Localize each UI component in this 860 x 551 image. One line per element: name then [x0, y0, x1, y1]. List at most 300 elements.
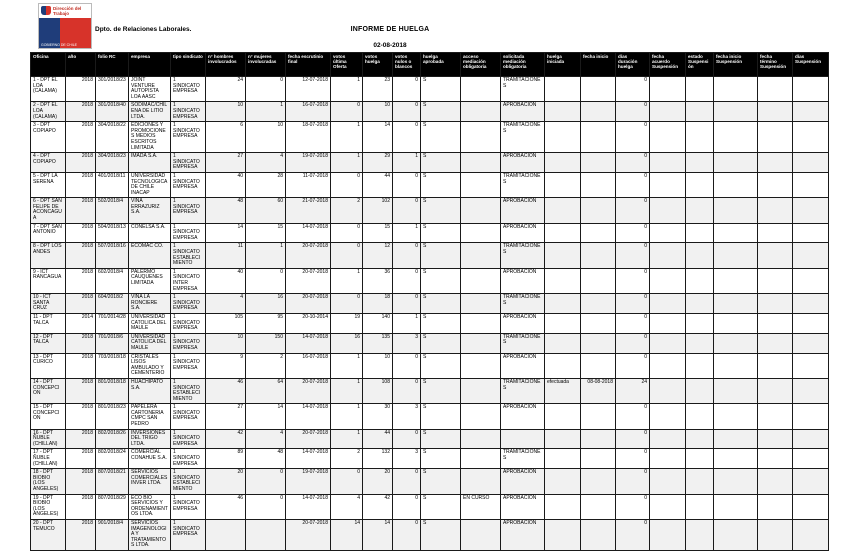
- table-cell: 0: [393, 268, 421, 293]
- table-cell: 0: [393, 243, 421, 268]
- table-cell: 0: [393, 198, 421, 223]
- table-row: [31, 404, 829, 429]
- table-cell: [758, 449, 793, 469]
- table-cell: 2018: [66, 333, 96, 353]
- table-cell: [461, 122, 501, 153]
- table-cell: 0: [616, 243, 650, 268]
- table-cell: 0: [246, 469, 286, 494]
- table-cell: [793, 313, 829, 333]
- table-cell: 0: [331, 243, 363, 268]
- table-cell: 0: [616, 404, 650, 429]
- table-row: [31, 429, 829, 449]
- table-cell: [545, 77, 581, 102]
- table-cell: 1: [331, 429, 363, 449]
- table-cell: [461, 77, 501, 102]
- table-cell: 10: [363, 353, 393, 378]
- table-cell: 401/2018/11: [96, 172, 129, 197]
- table-cell: [581, 519, 616, 550]
- table-cell: 36: [363, 268, 393, 293]
- table-cell: 0: [616, 449, 650, 469]
- table-cell: [793, 243, 829, 268]
- table-cell: 0: [616, 172, 650, 197]
- table-cell: 0: [393, 294, 421, 314]
- table-header: [31, 53, 829, 77]
- sheet-area: [30, 52, 828, 551]
- table-cell: [581, 198, 616, 223]
- table-cell: [686, 378, 714, 403]
- logo-government-label: GOBIERNO DE CHILE: [41, 43, 77, 47]
- table-cell: 2018: [66, 378, 96, 403]
- table-cell: [545, 313, 581, 333]
- table-cell: [650, 519, 686, 550]
- table-cell: 0: [393, 122, 421, 153]
- table-cell: 2: [331, 449, 363, 469]
- table-cell: 701/2018/6: [96, 333, 129, 353]
- table-cell: 2018: [66, 102, 96, 122]
- table-cell: 20: [363, 469, 393, 494]
- table-cell: 2018: [66, 172, 96, 197]
- table-cell: [650, 404, 686, 429]
- table-cell: 15 - DPT CONCEPCION: [31, 404, 66, 429]
- table-cell: VIÑA LA RONCIERE S.A.: [129, 294, 171, 314]
- table-cell: [714, 353, 758, 378]
- table-cell: [581, 404, 616, 429]
- table-cell: S: [421, 172, 461, 197]
- table-cell: [758, 469, 793, 494]
- table-cell: 1 SINDICATO EMPRESA: [171, 77, 206, 102]
- table-cell: [714, 519, 758, 550]
- table-cell: TRAMITACIONES: [501, 449, 545, 469]
- table-cell: [714, 243, 758, 268]
- table-cell: 10 - ICT SANTA CRUZ: [31, 294, 66, 314]
- table-cell: [461, 469, 501, 494]
- table-cell: 44: [363, 172, 393, 197]
- table-cell: [581, 353, 616, 378]
- table-cell: APROBACION: [501, 153, 545, 173]
- table-cell: [461, 243, 501, 268]
- table-cell: EDICIONES Y PROMOCIONES MEDIOS ESCRITOS LIMITADA: [129, 122, 171, 153]
- logo-institution-label: Dirección del Trabajo: [53, 6, 82, 16]
- table-cell: APROBACION: [501, 102, 545, 122]
- table-cell: [650, 494, 686, 519]
- table-cell: [545, 294, 581, 314]
- table-cell: [758, 268, 793, 293]
- table-cell: 2018: [66, 429, 96, 449]
- header-cell: empresa: [129, 53, 171, 77]
- table-row: [31, 313, 829, 333]
- table-cell: 14-07-2018: [286, 449, 331, 469]
- table-cell: 11 - DPT TALCA: [31, 313, 66, 333]
- table-cell: 1 SINDICATO EMPRESA: [171, 294, 206, 314]
- table-cell: 0: [393, 429, 421, 449]
- table-row: [31, 122, 829, 153]
- table-cell: [650, 172, 686, 197]
- table-cell: S: [421, 243, 461, 268]
- table-cell: S: [421, 313, 461, 333]
- table-cell: 2018: [66, 198, 96, 223]
- table-cell: 0: [616, 469, 650, 494]
- table-cell: 2018: [66, 243, 96, 268]
- table-cell: 6: [206, 122, 246, 153]
- table-cell: 1 SINDICATO EMPRESA: [171, 122, 206, 153]
- table-cell: APROBACION: [501, 223, 545, 243]
- table-cell: [545, 223, 581, 243]
- table-cell: 807/2018/29: [96, 494, 129, 519]
- table-cell: [545, 333, 581, 353]
- table-cell: [461, 333, 501, 353]
- table-cell: 1 SINDICATO EMPRESA: [171, 449, 206, 469]
- table-cell: [714, 469, 758, 494]
- table-cell: 301/2018/23: [96, 77, 129, 102]
- table-cell: 24: [616, 378, 650, 403]
- table-cell: [686, 469, 714, 494]
- table-cell: [650, 449, 686, 469]
- table-cell: [793, 153, 829, 173]
- table-cell: [545, 429, 581, 449]
- table-cell: [758, 77, 793, 102]
- table-cell: TRAMITACIONES: [501, 294, 545, 314]
- table-cell: [758, 172, 793, 197]
- table-cell: 7 - DPT SAN ANTONIO: [31, 223, 66, 243]
- table-cell: UNIVERSIDAD CATOLICA DEL MAULE: [129, 333, 171, 353]
- table-cell: 1: [393, 223, 421, 243]
- table-cell: S: [421, 198, 461, 223]
- table-cell: PALERMO CAUQUENES LIMITADA: [129, 268, 171, 293]
- table-cell: [793, 378, 829, 403]
- table-cell: JOINT VENTURE AUTOPISTA LOA AASC: [129, 77, 171, 102]
- table-cell: 135: [363, 333, 393, 353]
- table-cell: 0: [331, 102, 363, 122]
- table-cell: 150: [246, 333, 286, 353]
- table-cell: 12: [363, 243, 393, 268]
- table-row: [31, 294, 829, 314]
- table-cell: 1: [331, 378, 363, 403]
- table-cell: 0: [393, 353, 421, 378]
- table-cell: S: [421, 519, 461, 550]
- table-cell: 6 - DPT SAN FELIPE DE ACONCAGUA: [31, 198, 66, 223]
- table-cell: [686, 268, 714, 293]
- table-cell: 1: [393, 313, 421, 333]
- table-cell: S: [421, 223, 461, 243]
- table-cell: 14-07-2018: [286, 333, 331, 353]
- table-row: [31, 378, 829, 403]
- table-cell: S: [421, 333, 461, 353]
- table-cell: 18: [363, 294, 393, 314]
- table-cell: 16: [246, 294, 286, 314]
- table-cell: [793, 223, 829, 243]
- table-cell: S: [421, 404, 461, 429]
- table-cell: [581, 333, 616, 353]
- table-cell: 18-07-2018: [286, 122, 331, 153]
- table-cell: S: [421, 153, 461, 173]
- table-cell: 44: [363, 429, 393, 449]
- table-cell: 4: [331, 494, 363, 519]
- table-cell: 1 SINDICATO EMPRESA: [171, 198, 206, 223]
- table-cell: 0: [331, 469, 363, 494]
- table-cell: [461, 294, 501, 314]
- table-cell: [545, 449, 581, 469]
- table-cell: S: [421, 449, 461, 469]
- table-cell: 3: [393, 449, 421, 469]
- table-cell: 20-07-2018: [286, 243, 331, 268]
- table-cell: 14-07-2018: [286, 404, 331, 429]
- table-cell: [758, 353, 793, 378]
- table-cell: 0: [393, 102, 421, 122]
- table-cell: [686, 519, 714, 550]
- table-cell: 703/2018/18: [96, 353, 129, 378]
- table-cell: 14: [363, 122, 393, 153]
- table-cell: 1 SINDICATO EMPRESA: [171, 153, 206, 173]
- table-cell: 807/2018/21: [96, 469, 129, 494]
- table-cell: 1 SINDICATO EMPRESA: [171, 353, 206, 378]
- table-cell: [686, 313, 714, 333]
- table-cell: 29: [363, 153, 393, 173]
- table-cell: 4: [206, 294, 246, 314]
- table-cell: 20: [206, 469, 246, 494]
- table-cell: [501, 429, 545, 449]
- table-cell: [650, 333, 686, 353]
- logo-header: [39, 4, 91, 18]
- table-cell: 0: [616, 294, 650, 314]
- table-cell: [686, 294, 714, 314]
- table-cell: efectuada: [545, 378, 581, 403]
- table-cell: [461, 429, 501, 449]
- table-cell: 20-10-2014: [286, 313, 331, 333]
- table-cell: [793, 122, 829, 153]
- table-cell: [581, 494, 616, 519]
- table-cell: [758, 519, 793, 550]
- table-cell: TRAMITACIONES: [501, 77, 545, 102]
- table-cell: 304/2018/23: [96, 153, 129, 173]
- table-cell: [581, 153, 616, 173]
- table-row: [31, 198, 829, 223]
- header-cell: huelga iniciada: [545, 53, 581, 77]
- table-cell: [793, 494, 829, 519]
- table-cell: [686, 404, 714, 429]
- table-row: [31, 519, 829, 550]
- table-cell: APROBACION: [501, 268, 545, 293]
- table-row: [31, 243, 829, 268]
- table-cell: 17 - DPT ÑUBLE (CHILLAN): [31, 449, 66, 469]
- table-cell: 10: [206, 102, 246, 122]
- table-cell: [650, 313, 686, 333]
- table-cell: 0: [393, 77, 421, 102]
- table-cell: 701/2014/28: [96, 313, 129, 333]
- table-cell: 11: [206, 243, 246, 268]
- table-cell: 502/2018/4: [96, 198, 129, 223]
- table-cell: [686, 172, 714, 197]
- table-cell: [714, 198, 758, 223]
- table-cell: 10: [246, 122, 286, 153]
- table-cell: [686, 223, 714, 243]
- table-cell: [581, 449, 616, 469]
- table-cell: 0: [246, 494, 286, 519]
- table-cell: TRAMITACIONES: [501, 378, 545, 403]
- table-row: [31, 333, 829, 353]
- table-row: [31, 102, 829, 122]
- table-cell: 1 SINDICATO EMPRESA: [171, 519, 206, 550]
- table-cell: 1: [331, 77, 363, 102]
- table-cell: 2 - DPT EL LOA (CALAMA): [31, 102, 66, 122]
- table-cell: [650, 122, 686, 153]
- table-cell: 12 - DPT TALCA: [31, 333, 66, 353]
- table-cell: 11-07-2018: [286, 172, 331, 197]
- table-cell: [650, 102, 686, 122]
- header-cell: fecha inicio: [581, 53, 616, 77]
- table-cell: 0: [616, 77, 650, 102]
- table-cell: 14: [246, 404, 286, 429]
- table-cell: [545, 404, 581, 429]
- table-cell: [714, 122, 758, 153]
- table-cell: 0: [331, 294, 363, 314]
- table-cell: TRAMITACIONES: [501, 122, 545, 153]
- table-row: [31, 77, 829, 102]
- table-cell: 4: [246, 429, 286, 449]
- table-cell: [758, 198, 793, 223]
- table-cell: 1: [246, 243, 286, 268]
- table-cell: S: [421, 102, 461, 122]
- table-cell: [686, 449, 714, 469]
- strike-report-table: [30, 52, 829, 551]
- table-cell: 19-07-2018: [286, 153, 331, 173]
- header-cell: n° hombres involucrados: [206, 53, 246, 77]
- table-cell: 105: [206, 313, 246, 333]
- table-cell: 42: [363, 494, 393, 519]
- table-cell: 0: [616, 223, 650, 243]
- table-cell: 2018: [66, 494, 96, 519]
- table-cell: 0: [331, 223, 363, 243]
- table-cell: 10: [206, 333, 246, 353]
- table-cell: 14 - DPT CONCEPCION: [31, 378, 66, 403]
- table-cell: [581, 294, 616, 314]
- table-cell: [714, 429, 758, 449]
- table-cell: 1: [393, 153, 421, 173]
- table-cell: 2018: [66, 353, 96, 378]
- table-cell: [758, 313, 793, 333]
- header-cell: n° mujeres involucradas: [246, 53, 286, 77]
- report-date: 02-08-2018: [373, 42, 407, 49]
- table-cell: [581, 172, 616, 197]
- table-cell: 1 SINDICATO EMPRESA: [171, 333, 206, 353]
- table-row: [31, 153, 829, 173]
- table-cell: 13 - DPT CURICO: [31, 353, 66, 378]
- table-cell: [793, 77, 829, 102]
- table-cell: [461, 198, 501, 223]
- table-cell: 0: [331, 172, 363, 197]
- table-cell: TRAMITACIONES: [501, 243, 545, 268]
- table-cell: [545, 102, 581, 122]
- table-cell: 1: [331, 353, 363, 378]
- table-cell: SODIMAC/CHILENA DE LITIO LTDA.: [129, 102, 171, 122]
- table-cell: 3 - DPT COPIAPO: [31, 122, 66, 153]
- table-cell: [686, 77, 714, 102]
- table-cell: [686, 429, 714, 449]
- table-cell: 0: [393, 378, 421, 403]
- table-cell: [545, 494, 581, 519]
- table-cell: [581, 429, 616, 449]
- table-cell: 1 SINDICATO INTER EMPRESA: [171, 268, 206, 293]
- table-cell: 1 SINDICATO EMPRESA: [171, 102, 206, 122]
- table-cell: [650, 469, 686, 494]
- header-cell: días Suspensión: [793, 53, 829, 77]
- table-cell: [650, 243, 686, 268]
- table-cell: [686, 353, 714, 378]
- table-cell: [650, 353, 686, 378]
- table-cell: IMADA S.A.: [129, 153, 171, 173]
- table-cell: 14: [331, 519, 363, 550]
- table-cell: [686, 333, 714, 353]
- table-cell: 5 - DPT LA SERENA: [31, 172, 66, 197]
- table-cell: [650, 429, 686, 449]
- table-cell: [461, 313, 501, 333]
- header-cell: Oficina: [31, 53, 66, 77]
- table-cell: S: [421, 122, 461, 153]
- table-cell: [545, 268, 581, 293]
- table-cell: [581, 268, 616, 293]
- header-cell: fecha escrutinio final: [286, 53, 331, 77]
- table-cell: CRISTALES LISOS AMBULADO Y CEMENTERIO: [129, 353, 171, 378]
- table-cell: CONELSA S.A.: [129, 223, 171, 243]
- table-cell: [206, 519, 246, 550]
- table-cell: 2018: [66, 519, 96, 550]
- table-cell: [461, 223, 501, 243]
- header-cell: año: [66, 53, 96, 77]
- table-cell: [461, 404, 501, 429]
- header-cell: solicitada mediación obligatoria: [501, 53, 545, 77]
- table-cell: 15: [363, 223, 393, 243]
- table-cell: [714, 449, 758, 469]
- table-cell: 301/2018/40: [96, 102, 129, 122]
- header-cell: folio RC: [96, 53, 129, 77]
- header-cell: estado Suspensión: [686, 53, 714, 77]
- table-cell: [793, 469, 829, 494]
- table-cell: 18 - DPT BIOBIO (LOS ANGELES): [31, 469, 66, 494]
- table-cell: [793, 198, 829, 223]
- table-cell: 3: [393, 333, 421, 353]
- table-cell: S: [421, 77, 461, 102]
- table-cell: 4: [246, 153, 286, 173]
- table-cell: 0: [616, 102, 650, 122]
- table-cell: 64: [246, 378, 286, 403]
- table-cell: 16-07-2018: [286, 102, 331, 122]
- table-row: [31, 494, 829, 519]
- table-cell: [545, 172, 581, 197]
- table-cell: 2018: [66, 153, 96, 173]
- table-cell: 2018: [66, 77, 96, 102]
- table-cell: [714, 172, 758, 197]
- header-cell: acceso mediación obligatoria: [461, 53, 501, 77]
- table-cell: APROBACION: [501, 353, 545, 378]
- table-cell: 1 SINDICATO ESTABLECIMIENTO: [171, 469, 206, 494]
- table-cell: 0: [246, 77, 286, 102]
- table-cell: 16-07-2018: [286, 353, 331, 378]
- table-cell: [461, 102, 501, 122]
- table-cell: 507/2018/16: [96, 243, 129, 268]
- table-cell: [650, 153, 686, 173]
- table-cell: 108: [363, 378, 393, 403]
- table-cell: [545, 198, 581, 223]
- table-cell: TRAMITACIONES: [501, 333, 545, 353]
- table-cell: HUACHIPATO S.A.: [129, 378, 171, 403]
- table-cell: 0: [616, 333, 650, 353]
- table-cell: 46: [206, 494, 246, 519]
- table-cell: 16: [331, 333, 363, 353]
- table-cell: ECO BIO SERVICIOS Y ORDENAMIENTOS LTDA.: [129, 494, 171, 519]
- table-cell: 20-07-2018: [286, 294, 331, 314]
- table-cell: 1: [246, 102, 286, 122]
- table-cell: 604/2018/2: [96, 294, 129, 314]
- coat-of-arms-icon: [41, 6, 51, 15]
